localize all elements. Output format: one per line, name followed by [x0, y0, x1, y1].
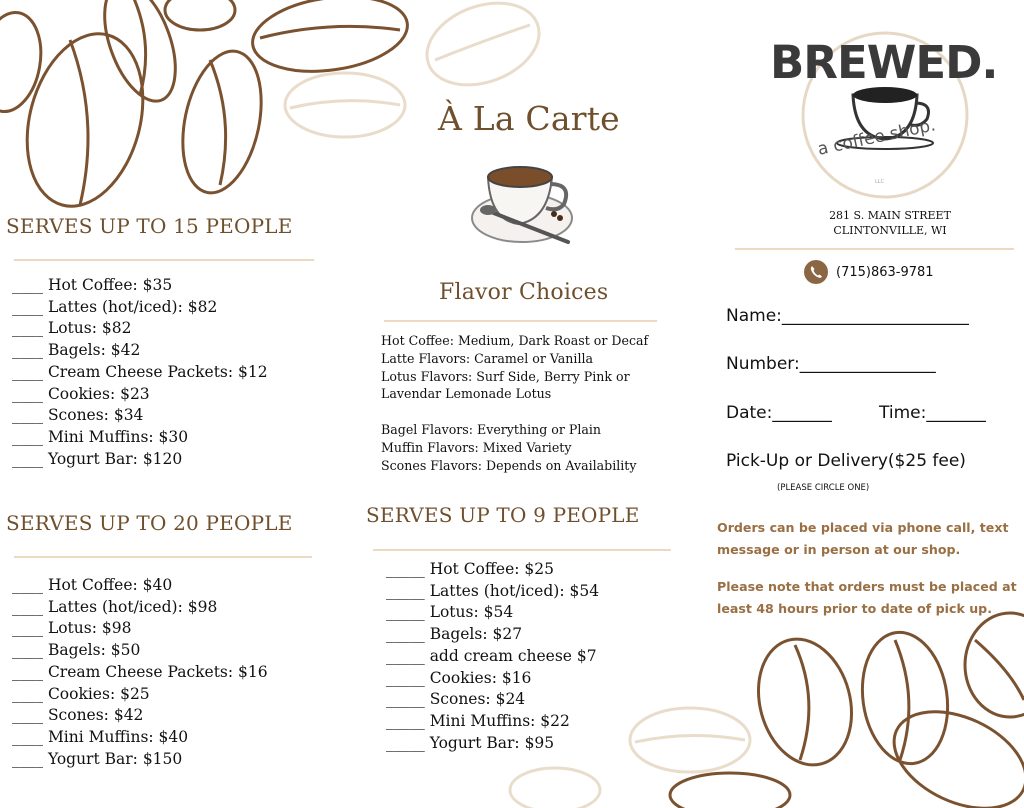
coffee-bean-icon — [248, 0, 413, 81]
list-item — [386, 733, 599, 755]
coffee-bean-icon — [91, 0, 190, 111]
item-label: Hot Coffee: $40 — [47, 576, 173, 594]
list-item — [12, 597, 268, 619]
item-label: Lotus: $98 — [47, 619, 132, 638]
flavor-line: Muffin Flavors: Mixed Variety — [381, 439, 572, 455]
flavor-divider — [384, 320, 657, 322]
blank-line: ____ — [12, 406, 43, 425]
coffee-bean-icon — [670, 773, 790, 808]
address — [800, 208, 980, 238]
section-20-heading: SERVES UP TO 20 PEOPLE — [6, 511, 293, 535]
coffee-bean-icon — [171, 44, 273, 200]
blank-line: ____ — [12, 276, 43, 294]
coffee-bean-icon — [9, 21, 161, 219]
list-item — [386, 689, 599, 711]
blank-line: ____ — [12, 684, 43, 703]
coffee-bean-icon — [416, 0, 551, 100]
number-field[interactable]: Number:________________ — [726, 354, 936, 374]
blank-line: _____ — [386, 711, 425, 730]
coffee-cup-icon — [468, 152, 580, 252]
order-methods-note: Orders can be placed via phone call, text message or in person at our shop. — [717, 520, 1009, 557]
brand-divider — [735, 248, 1014, 250]
item-label: Lotus: $54 — [429, 603, 514, 622]
list-item — [12, 575, 268, 597]
blank-line: _____ — [386, 560, 425, 578]
blank-line: _____ — [386, 733, 425, 752]
blank-line: ____ — [12, 384, 43, 403]
flavor-line: Scones Flavors: Depends on Availability — [381, 457, 637, 473]
coffee-bean-icon — [745, 629, 865, 776]
list-item — [12, 749, 268, 771]
blank-line: ____ — [12, 427, 43, 446]
blank-line: ____ — [12, 297, 43, 316]
list-item — [12, 362, 268, 384]
blank-line: _____ — [386, 603, 425, 622]
circle-one-hint: (PLEASE CIRCLE ONE) — [777, 483, 870, 493]
brand-name: BREWED. — [770, 36, 998, 89]
pickup-delivery-choice[interactable]: Pick-Up or Delivery($25 fee) — [726, 451, 966, 471]
list-item — [12, 727, 268, 749]
blank-line: ____ — [12, 641, 43, 660]
blank-line: ____ — [12, 727, 43, 746]
coffee-bean-icon — [965, 613, 1024, 717]
section-9-divider — [373, 549, 671, 551]
list-item — [12, 662, 268, 684]
address-line-2: CLINTONVILLE, WI — [833, 224, 947, 237]
blank-line: _____ — [386, 646, 425, 665]
item-label: Lattes (hot/iced): $98 — [47, 597, 218, 616]
item-label: Bagels: $50 — [47, 641, 141, 660]
item-label: Yogurt Bar: $95 — [429, 733, 555, 752]
item-label: Scones: $34 — [47, 406, 144, 425]
section-9-list — [386, 559, 599, 754]
date-field[interactable]: Date:_______ — [726, 403, 832, 423]
flavor-line: Lotus Flavors: Surf Side, Berry Pink or — [381, 368, 630, 384]
phone-icon — [804, 260, 828, 284]
item-label: Cookies: $23 — [47, 384, 150, 403]
section-15-list — [12, 275, 268, 470]
item-label: Yogurt Bar: $150 — [47, 749, 183, 768]
list-item — [12, 275, 268, 297]
address-line-1: 281 S. MAIN STREET — [829, 209, 951, 222]
coffee-bean-icon — [510, 768, 600, 808]
blank-line: ____ — [12, 619, 43, 638]
blank-line: ____ — [12, 341, 43, 360]
list-item — [12, 405, 268, 427]
list-item — [12, 318, 268, 340]
blank-line: ____ — [12, 662, 43, 681]
item-label: Bagels: $27 — [429, 625, 523, 644]
item-label: Lattes (hot/iced): $82 — [47, 297, 218, 316]
section-9-heading: SERVES UP TO 9 PEOPLE — [366, 503, 640, 527]
list-item — [12, 297, 268, 319]
item-label: Mini Muffins: $40 — [47, 727, 189, 746]
coffee-bean-icon — [0, 8, 48, 117]
blank-line: _____ — [386, 625, 425, 644]
item-label: Mini Muffins: $30 — [47, 427, 189, 446]
item-label: Scones: $42 — [47, 706, 144, 725]
blank-line: ____ — [12, 576, 43, 594]
list-item — [386, 646, 599, 668]
item-label: Cookies: $16 — [429, 668, 532, 687]
list-item — [12, 684, 268, 706]
blank-line: _____ — [386, 581, 425, 600]
section-15-heading: SERVES UP TO 15 PEOPLE — [6, 214, 293, 238]
section-15-divider — [14, 259, 314, 261]
item-label: Hot Coffee: $25 — [429, 560, 554, 578]
blank-line: ____ — [12, 706, 43, 725]
item-label: Yogurt Bar: $120 — [47, 449, 183, 468]
item-label: Mini Muffins: $22 — [429, 711, 570, 730]
coffee-bean-icon — [879, 692, 1024, 808]
blank-line: ____ — [12, 319, 43, 338]
item-label: Cookies: $25 — [47, 684, 150, 703]
item-label: Bagels: $42 — [47, 341, 141, 360]
coffee-bean-icon — [285, 73, 405, 137]
item-label: Lattes (hot/iced): $54 — [429, 581, 600, 600]
list-item — [386, 581, 599, 603]
blank-line: _____ — [386, 668, 425, 687]
item-label: add cream cheese $7 — [429, 646, 597, 665]
list-item — [12, 340, 268, 362]
order-notice: Please note that orders must be placed at least 48 hours prior to date of pick up. — [717, 579, 1017, 616]
phone-number: (715)863-9781 — [836, 265, 934, 280]
item-label: Lotus: $82 — [47, 319, 132, 338]
list-item — [386, 668, 599, 690]
blank-line: ____ — [12, 362, 43, 381]
flavor-line — [381, 403, 648, 421]
list-item — [386, 602, 599, 624]
blank-line: ____ — [12, 597, 43, 616]
list-item — [12, 705, 268, 727]
brand-tagline: a coffee shop. — [815, 115, 938, 160]
blank-line: _____ — [386, 690, 425, 709]
list-item — [12, 384, 268, 406]
flavor-line: Bagel Flavors: Everything or Plain — [381, 421, 602, 437]
blank-line: ____ — [12, 749, 43, 768]
item-label: Cream Cheese Packets: $16 — [47, 662, 268, 681]
time-field[interactable]: Time:_______ — [879, 403, 986, 423]
list-item — [12, 640, 268, 662]
section-20-list — [12, 575, 268, 770]
list-item — [12, 449, 268, 471]
list-item — [386, 624, 599, 646]
name-field[interactable]: Name:______________________ — [726, 306, 969, 326]
item-label: Cream Cheese Packets: $12 — [47, 362, 268, 381]
list-item — [12, 427, 268, 449]
item-label: Scones: $24 — [429, 690, 526, 709]
brand-llc: LLC — [875, 179, 885, 185]
list-item — [386, 711, 599, 733]
flavor-choices-heading: Flavor Choices — [439, 280, 609, 305]
coffee-bean-icon — [165, 0, 235, 30]
page-title: À La Carte — [438, 99, 620, 138]
list-item — [12, 618, 268, 640]
flavor-line: Latte Flavors: Caramel or Vanilla — [381, 350, 594, 366]
blank-line: ____ — [12, 449, 43, 468]
flavor-list — [381, 332, 648, 474]
section-20-divider — [14, 556, 312, 558]
flavor-line: Lavendar Lemonade Lotus — [381, 386, 552, 402]
flavor-line: Hot Coffee: Medium, Dark Roast or Decaf — [381, 333, 649, 348]
list-item — [386, 559, 599, 581]
item-label: Hot Coffee: $35 — [47, 276, 173, 294]
coffee-bean-icon — [854, 627, 956, 769]
coffee-bean-icon — [630, 708, 750, 772]
